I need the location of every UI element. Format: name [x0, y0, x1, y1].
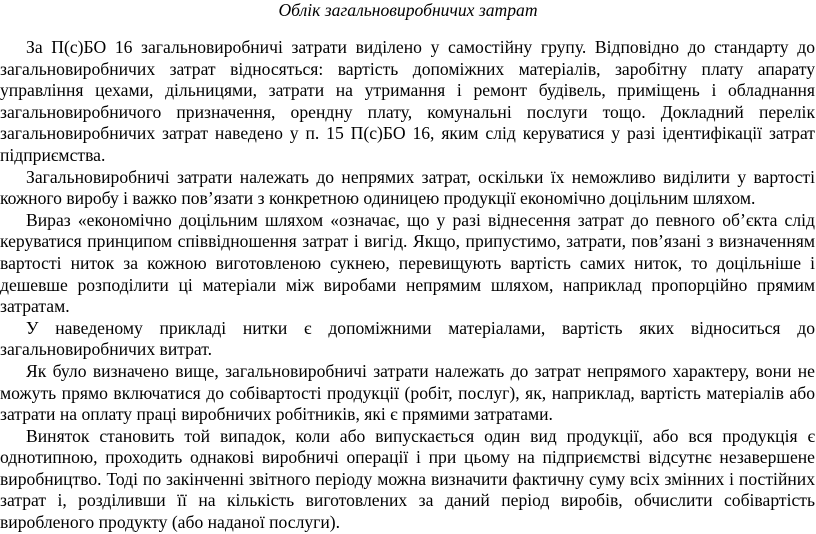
paragraph-4: У наведеному прикладі нитки є допоміжними матеріалами, вартість яких відноситься до загальновиробничих витрат.: [0, 317, 815, 360]
paragraph-1: За П(с)БО 16 загальновиробничі затрати виділено у самостійну групу. Відповідно до стандарту до загальновиробничих затрат відносяться: вартість допоміжних матеріалів, заробітну плату апарату управління цехами, дільницями, затрати на утримання і ремонт будівель, приміщень і обладнання загальновиробничого призначення, орендну плату, комунальні послуги тощо. Докладний перелік загальновиробничих затрат наведено у п. 15 П(с)БО 16, яким слід керуватися у разі ідентифікації затрат підприємства.: [0, 37, 815, 165]
paragraph-3: Вираз «економічно доцільним шляхом «означає, що у разі віднесення затрат до певного об’єкта слід керуватися принципом співвідношення затрат і вигід. Якщо, припустимо, затрати, пов’язані з визначенням вартості ниток за кожною виготовленою сукнею, перевищують вартість самих ниток, то доцільніше і дешевше розподілити ці матеріали між виробами непрямим шляхом, наприклад пропорційно прямим затратам.: [0, 209, 815, 317]
title-spacer: [0, 21, 816, 37]
paragraph-2: Загальновиробничі затрати належать до непрямих затрат, оскільки їх неможливо виділити у вартості кожного виробу і важко пов’язати з конкретною одиницею продукції економічно доцільним шляхом.: [0, 166, 815, 209]
paragraph-5: Як було визначено вище, загальновиробничі затрати належать до затрат непрямого характеру, вони не можуть прямо включатися до собівартості продукції (робіт, послуг), як, наприклад, вартість матеріалів або затрати на оплату праці виробничих робітників, які є прямими затратами.: [0, 360, 815, 425]
document-title: Облік загальновиробничих затрат: [278, 0, 538, 20]
paragraph-6: Виняток становить той випадок, коли або випускається один вид продукції, або вся продукція є однотипною, проходить однакові виробничі операції і при цьому на підприємстві відсутнє незавершене виробництво. Тоді по закінченні звітного періоду можна визначити фактичну суму всіх змінних і постійних затрат і, розділивши її на кількість виготовлених за даний період виробів, обчислити собівартість виробленого продукту (або наданої послуги).: [0, 425, 815, 533]
